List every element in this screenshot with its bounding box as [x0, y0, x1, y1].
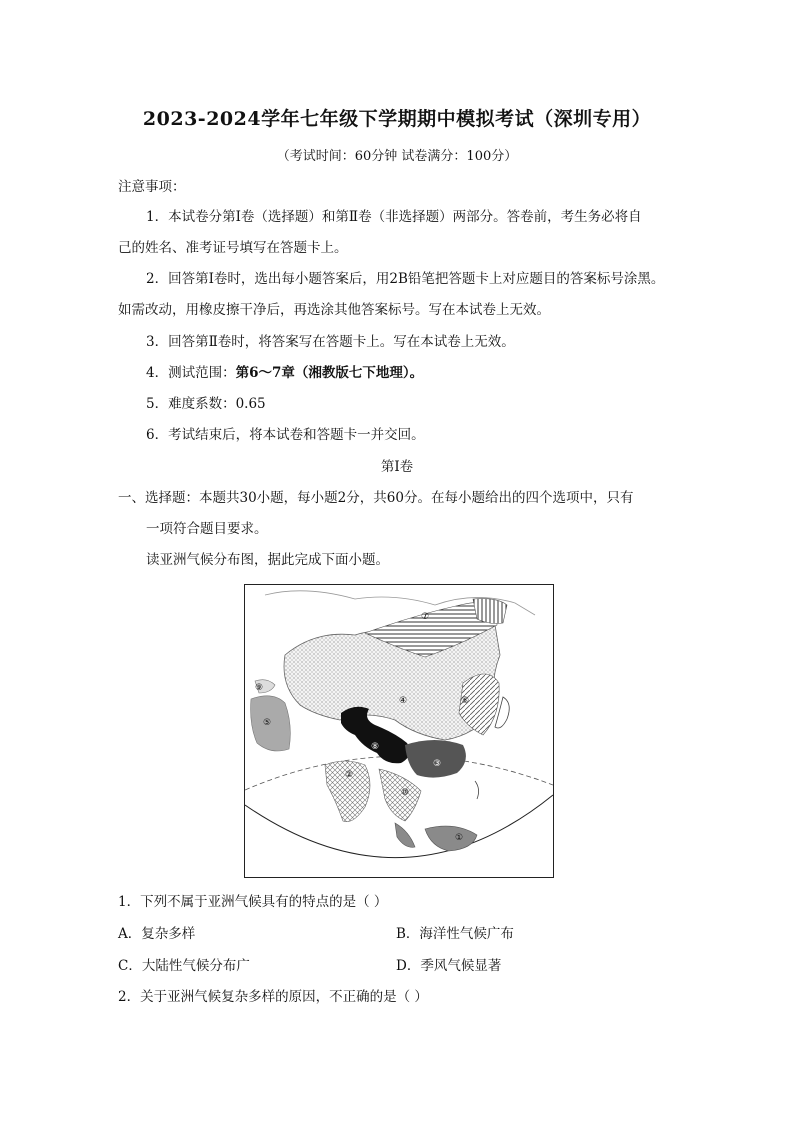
page-title: 2023-2024学年七年级下学期期中模拟考试（深圳专用）	[142, 108, 652, 130]
note-4	[146, 364, 423, 382]
asia-climate-map	[244, 584, 554, 878]
region-1-tropical-rainforest	[425, 826, 477, 851]
volume-heading: 第Ⅰ卷	[380, 459, 414, 475]
notes-heading: 注意事项：	[118, 179, 186, 195]
question-1-option-b[interactable]: B．海洋性气候广布	[396, 926, 514, 942]
exam-info: （考试时间：60分钟 试卷满分：100分）	[276, 149, 518, 164]
label-6: ⑥	[460, 696, 470, 706]
section-instruction-line-2: 一项符合题目要求。	[146, 521, 268, 537]
question-2-stem: 2．关于亚洲气候复杂多样的原因，不正确的是（ ）	[118, 989, 428, 1005]
question-1-option-c[interactable]: C．大陆性气候分布广	[118, 958, 250, 974]
label-3: ③	[432, 759, 442, 769]
label-2: ②	[344, 770, 354, 780]
label-5: ⑤	[262, 718, 272, 728]
label-9: ⑨	[254, 683, 264, 693]
note-2-line-2: 如需改动，用橡皮擦干净后，再选涂其他答案标号。写在本试卷上无效。	[118, 302, 550, 318]
question-1-option-a[interactable]: A．复杂多样	[118, 926, 196, 942]
note-2-line-1: 2．回答第Ⅰ卷时，选出每小题答案后，用2B铅笔把答题卡上对应题目的答案标号涂黑。	[146, 271, 665, 287]
label-7: ⑦	[420, 612, 430, 622]
philippines-outline	[475, 781, 479, 799]
note-3: 3．回答第Ⅱ卷时，将答案写在答题卡上。写在本试卷上无效。	[146, 334, 515, 350]
label-10: ⑩	[400, 788, 410, 798]
map-drawing	[245, 585, 553, 877]
note-6: 6．考试结束后，将本试卷和答题卡一并交回。	[146, 427, 425, 443]
label-8: ⑧	[370, 742, 380, 752]
note-1-line-1: 1．本试卷分第Ⅰ卷（选择题）和第Ⅱ卷（非选择题）两部分。答卷前，考生务必将自	[146, 209, 642, 225]
map-prompt: 读亚洲气候分布图，据此完成下面小题。	[146, 552, 389, 568]
region-northeast	[473, 599, 507, 624]
label-4: ④	[398, 696, 408, 706]
section-instruction-line-1: 一、选择题：本题共30小题，每小题2分，共60分。在每小题给出的四个选项中，只有	[118, 490, 634, 506]
label-1: ①	[454, 833, 464, 843]
note-5: 5．难度系数：0.65	[146, 396, 266, 412]
question-1-option-d[interactable]: D．季风气候显著	[396, 958, 502, 974]
note-1-line-2: 己的姓名、准考证号填写在答题卡上。	[118, 240, 348, 256]
region-sumatra	[395, 823, 415, 847]
note-4-prefix: 4．测试范围：	[146, 365, 236, 381]
question-1-stem: 1．下列不属于亚洲气候具有的特点的是（ ）	[118, 894, 388, 910]
note-4-scope: 第6～7章（湘教版七下地理）。	[235, 365, 424, 381]
